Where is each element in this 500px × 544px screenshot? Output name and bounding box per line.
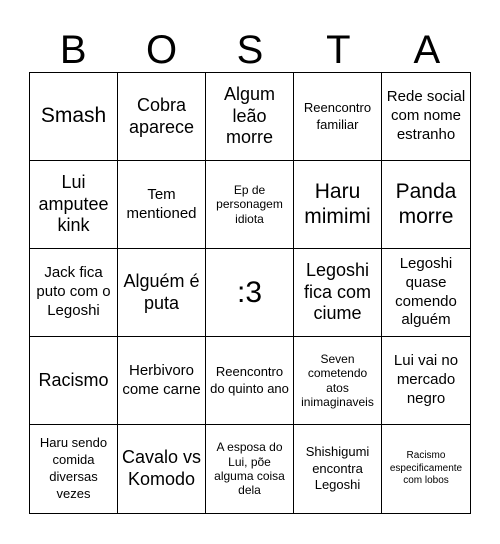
header-letter-o: O <box>146 28 178 72</box>
bingo-cell-r4-c5[interactable]: Lui vai no mercado negro <box>382 337 470 425</box>
bingo-cell-r2-c1[interactable]: Lui amputee kink <box>30 161 118 249</box>
bingo-board <box>29 72 471 514</box>
bingo-cell-r5-c3[interactable]: A esposa do Lui, põe alguma coisa dela <box>206 425 294 513</box>
bingo-cell-r1-c4[interactable]: Reencontro familiar <box>294 73 382 161</box>
header-letter-b: B <box>59 28 87 72</box>
bingo-cell-r4-c1[interactable]: Racismo <box>30 337 118 425</box>
bingo-cell-r1-c1[interactable]: Smash <box>30 73 118 161</box>
bingo-cell-r1-c5[interactable]: Rede social com nome estranho <box>382 73 470 161</box>
bingo-cell-r3-c5[interactable]: Legoshi quase comendo alguém <box>382 249 470 337</box>
bingo-cell-r2-c4[interactable]: Haru mimimi <box>294 161 382 249</box>
header-letter-a: A <box>413 28 441 72</box>
bingo-cell-r4-c2[interactable]: Herbivoro come carne <box>118 337 206 425</box>
bingo-cell-r3-c2[interactable]: Alguém é puta <box>118 249 206 337</box>
bingo-cell-r3-c4[interactable]: Legoshi fica com ciume <box>294 249 382 337</box>
bingo-cell-r5-c5[interactable]: Racismo especificamente com lobos <box>389 450 463 487</box>
bingo-cell-r3-c1[interactable]: Jack fica puto com o Legoshi <box>30 249 118 337</box>
bingo-cell-free-center[interactable]: :3 <box>206 249 294 337</box>
bingo-cell-r2-c3[interactable]: Ep de personagem idiota <box>206 161 294 249</box>
bingo-cell-r4-c3[interactable]: Reencontro do quinto ano <box>206 337 294 425</box>
bingo-header <box>29 28 471 72</box>
bingo-cell-r5-c1[interactable]: Haru sendo comida diversas vezes <box>30 425 118 513</box>
header-letter-t: T <box>326 28 351 72</box>
bingo-cell-r1-c2[interactable]: Cobra aparece <box>118 73 206 161</box>
bingo-cell-r5-c4[interactable]: Shishigumi encontra Legoshi <box>294 425 382 513</box>
bingo-cell-r5-c2[interactable]: Cavalo vs Komodo <box>118 425 206 513</box>
bingo-cell-r4-c4[interactable]: Seven cometendo atos inimaginaveis <box>294 337 382 425</box>
bingo-cell-r2-c2[interactable]: Tem mentioned <box>118 161 206 249</box>
bingo-cell-r2-c5[interactable]: Panda morre <box>382 161 470 249</box>
header-letter-s: S <box>236 28 264 72</box>
bingo-cell-r1-c3[interactable]: Algum leão morre <box>206 73 294 161</box>
